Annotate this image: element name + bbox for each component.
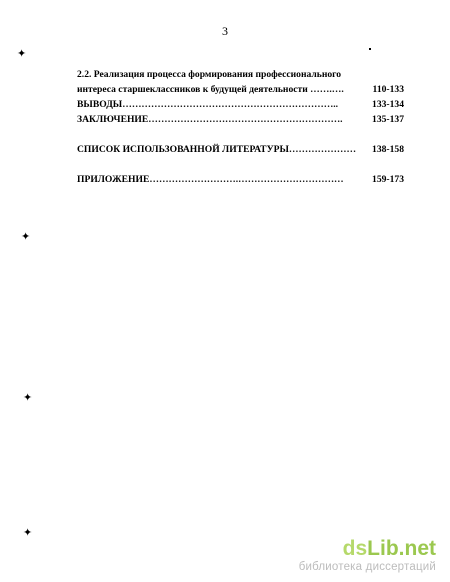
toc-entry-bibliography [77, 142, 404, 157]
toc-entry-label: СПИСОК ИСПОЛЬЗОВАННОЙ ЛИТЕРАТУРЫ………………… [77, 144, 357, 155]
table-of-contents [77, 67, 404, 187]
toc-entry-pages: 135-137 [372, 114, 404, 125]
margin-mark-icon: ✦ [17, 48, 27, 60]
margin-mark-icon: ✦ [21, 231, 31, 243]
margin-mark-icon: ✦ [23, 527, 33, 539]
toc-entry-label: ЗАКЛЮЧЕНИЕ……………………………………………………. [77, 114, 343, 125]
margin-dot [369, 48, 371, 50]
toc-entry-line: 2.2. Реализация процесса формирования профессионального [77, 69, 342, 80]
page-number: 3 [222, 24, 228, 38]
toc-entry-pages: 159-173 [372, 174, 404, 185]
watermark [299, 538, 436, 574]
toc-entry-final-conclusion [77, 112, 404, 127]
toc-entry-line: интереса старшеклассников к будущей деятельности …….…. [77, 84, 344, 95]
toc-entry-label: ПРИЛОЖЕНИЕ……………………….…………………………… [77, 174, 344, 185]
watermark-logo: dsLib.net [342, 537, 436, 560]
toc-entry-pages: 133-134 [372, 99, 404, 110]
margin-mark-icon: ✦ [23, 392, 33, 404]
watermark-tagline: библиотека диссертаций [298, 561, 436, 573]
toc-entry-conclusions [77, 97, 404, 112]
toc-entry-appendix [77, 172, 404, 187]
toc-entry-label: ВЫВОДЫ………………………………………………………….. [77, 99, 339, 110]
toc-entry-pages: 138-158 [372, 144, 404, 155]
toc-entry-pages: 110-133 [372, 84, 404, 95]
toc-entry-2-2 [77, 67, 404, 97]
